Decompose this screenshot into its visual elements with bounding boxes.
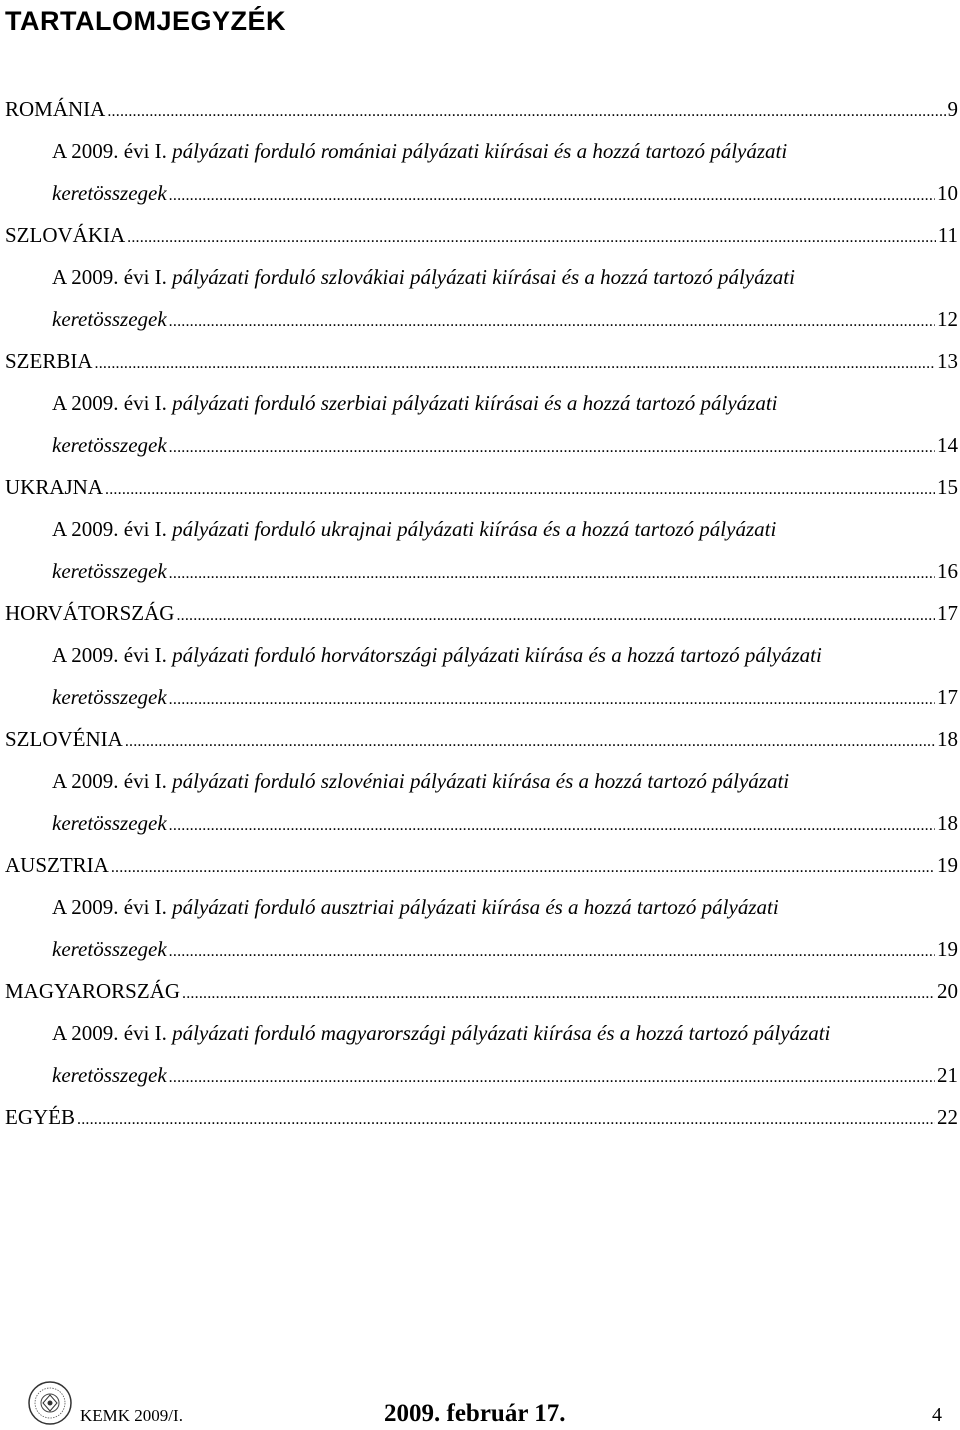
- toc-subsection-entry[interactable]: [0, 886, 960, 970]
- toc-line: [0, 172, 960, 214]
- toc-subsection-entry[interactable]: [0, 256, 960, 340]
- toc-page-number: 17: [937, 601, 958, 625]
- dot-leader: [169, 553, 935, 595]
- toc-page-number: 18: [937, 727, 958, 751]
- toc-entry-prefix: A 2009. évi I.: [52, 1021, 167, 1045]
- toc-page-number: 17: [937, 685, 958, 709]
- footer-date: 2009. február 17.: [384, 1400, 566, 1427]
- dot-leader: [176, 595, 935, 637]
- toc-entry-title-line: [0, 886, 960, 928]
- toc-entry-title-line: [0, 1012, 960, 1054]
- toc-subsection-entry[interactable]: [0, 508, 960, 592]
- toc-entry-title: pályázati forduló ukrajnai pályázati kiírása és a hozzá tartozó pályázati: [166, 517, 777, 541]
- toc-page-number: 10: [937, 181, 958, 205]
- toc-entry-title: pályázati forduló romániai pályázati kiírásai és a hozzá tartozó pályázati: [166, 139, 788, 163]
- toc-entry-label: UKRAJNA: [5, 475, 104, 499]
- toc-entry-label: keretösszegek: [52, 307, 167, 331]
- dot-leader: [107, 91, 945, 133]
- toc-entry-label: keretösszegek: [52, 811, 167, 835]
- toc-section-entry[interactable]: [0, 970, 960, 1012]
- toc-line: [0, 802, 960, 844]
- toc-entry-prefix: A 2009. évi I.: [52, 769, 167, 793]
- table-of-contents: [0, 88, 960, 1138]
- toc-line: [0, 676, 960, 718]
- toc-section-entry[interactable]: [0, 592, 960, 634]
- toc-entry-title-line: [0, 256, 960, 298]
- toc-page-number: 11: [937, 223, 958, 247]
- toc-entry-title-line: [0, 130, 960, 172]
- toc-entry-label: EGYÉB: [5, 1105, 75, 1129]
- seal-logo-icon: [27, 1380, 73, 1426]
- toc-entry-label: ROMÁNIA: [5, 97, 106, 121]
- dot-leader: [169, 175, 935, 217]
- toc-entry-prefix: A 2009. évi I.: [52, 391, 167, 415]
- toc-entry-label: keretösszegek: [52, 1063, 167, 1087]
- toc-section-entry[interactable]: [0, 844, 960, 886]
- toc-entry-title: pályázati forduló magyarországi pályázati kiírása és a hozzá tartozó pályázati: [166, 1021, 831, 1045]
- toc-line: [0, 340, 960, 382]
- page-footer: [0, 1380, 960, 1430]
- toc-entry-label: HORVÁTORSZÁG: [5, 601, 175, 625]
- toc-line: [0, 844, 960, 886]
- toc-entry-title-line: [0, 508, 960, 550]
- toc-line: [0, 718, 960, 760]
- toc-entry-title-line: [0, 382, 960, 424]
- toc-line: [0, 88, 960, 130]
- toc-entry-title: pályázati forduló szlovéniai pályázati kiírása és a hozzá tartozó pályázati: [166, 769, 790, 793]
- toc-entry-prefix: A 2009. évi I.: [52, 139, 167, 163]
- toc-entry-title-line: [0, 634, 960, 676]
- toc-page-number: 13: [937, 349, 958, 373]
- toc-subsection-entry[interactable]: [0, 634, 960, 718]
- toc-section-entry[interactable]: [0, 718, 960, 760]
- toc-entry-label: keretösszegek: [52, 433, 167, 457]
- toc-line: [0, 1096, 960, 1138]
- toc-line: [0, 592, 960, 634]
- dot-leader: [169, 679, 935, 721]
- toc-page-number: 19: [937, 853, 958, 877]
- dot-leader: [169, 301, 935, 343]
- toc-entry-prefix: A 2009. évi I.: [52, 265, 167, 289]
- toc-page-number: 16: [937, 559, 958, 583]
- dot-leader: [125, 721, 935, 763]
- toc-subsection-entry[interactable]: [0, 760, 960, 844]
- toc-line: [0, 970, 960, 1012]
- toc-entry-title-line: [0, 760, 960, 802]
- dot-leader: [105, 469, 935, 511]
- toc-page-number: 22: [937, 1105, 958, 1129]
- toc-page-number: 12: [937, 307, 958, 331]
- toc-line: [0, 214, 960, 256]
- toc-page-number: 9: [947, 97, 958, 121]
- toc-page-number: 21: [937, 1063, 958, 1087]
- dot-leader: [169, 931, 935, 973]
- toc-entry-label: MAGYARORSZÁG: [5, 979, 181, 1003]
- toc-page-number: 19: [937, 937, 958, 961]
- toc-subsection-entry[interactable]: [0, 1012, 960, 1096]
- toc-section-entry[interactable]: [0, 88, 960, 130]
- dot-leader: [77, 1099, 935, 1141]
- toc-entry-title: pályázati forduló ausztriai pályázati kiírása és a hozzá tartozó pályázati: [166, 895, 779, 919]
- toc-entry-title: pályázati forduló szlovákiai pályázati kiírásai és a hozzá tartozó pályázati: [166, 265, 795, 289]
- dot-leader: [127, 217, 936, 259]
- toc-line: [0, 1054, 960, 1096]
- toc-entry-title: pályázati forduló horvátországi pályázati kiírása és a hozzá tartozó pályázati: [166, 643, 822, 667]
- toc-line: [0, 550, 960, 592]
- toc-subsection-entry[interactable]: [0, 382, 960, 466]
- toc-entry-prefix: A 2009. évi I.: [52, 517, 167, 541]
- toc-line: [0, 928, 960, 970]
- dot-leader: [169, 1057, 935, 1099]
- toc-entry-label: SZLOVÁKIA: [5, 223, 126, 247]
- toc-entry-label: SZERBIA: [5, 349, 93, 373]
- footer-page-number: 4: [932, 1404, 942, 1426]
- dot-leader: [95, 343, 935, 385]
- toc-page-number: 14: [937, 433, 958, 457]
- toc-entry-prefix: A 2009. évi I.: [52, 895, 167, 919]
- dot-leader: [182, 973, 935, 1015]
- footer-document-code: KEMK 2009/I.: [80, 1406, 183, 1425]
- toc-section-entry[interactable]: [0, 1096, 960, 1138]
- toc-entry-title: pályázati forduló szerbiai pályázati kiírásai és a hozzá tartozó pályázati: [166, 391, 778, 415]
- toc-entry-prefix: A 2009. évi I.: [52, 643, 167, 667]
- toc-line: [0, 424, 960, 466]
- toc-section-entry[interactable]: [0, 214, 960, 256]
- toc-entry-label: SZLOVÉNIA: [5, 727, 123, 751]
- toc-line: [0, 298, 960, 340]
- toc-line: [0, 466, 960, 508]
- toc-page-number: 18: [937, 811, 958, 835]
- toc-subsection-entry[interactable]: [0, 130, 960, 214]
- toc-entry-label: keretösszegek: [52, 685, 167, 709]
- toc-entry-label: keretösszegek: [52, 181, 167, 205]
- toc-section-entry[interactable]: [0, 340, 960, 382]
- toc-entry-label: keretösszegek: [52, 937, 167, 961]
- toc-entry-label: AUSZTRIA: [5, 853, 109, 877]
- toc-entry-label: keretösszegek: [52, 559, 167, 583]
- toc-page-number: 20: [937, 979, 958, 1003]
- dot-leader: [169, 427, 935, 469]
- toc-section-entry[interactable]: [0, 466, 960, 508]
- dot-leader: [111, 847, 935, 889]
- page-title: TARTALOMJEGYZÉK: [5, 6, 286, 36]
- dot-leader: [169, 805, 935, 847]
- toc-page-number: 15: [937, 475, 958, 499]
